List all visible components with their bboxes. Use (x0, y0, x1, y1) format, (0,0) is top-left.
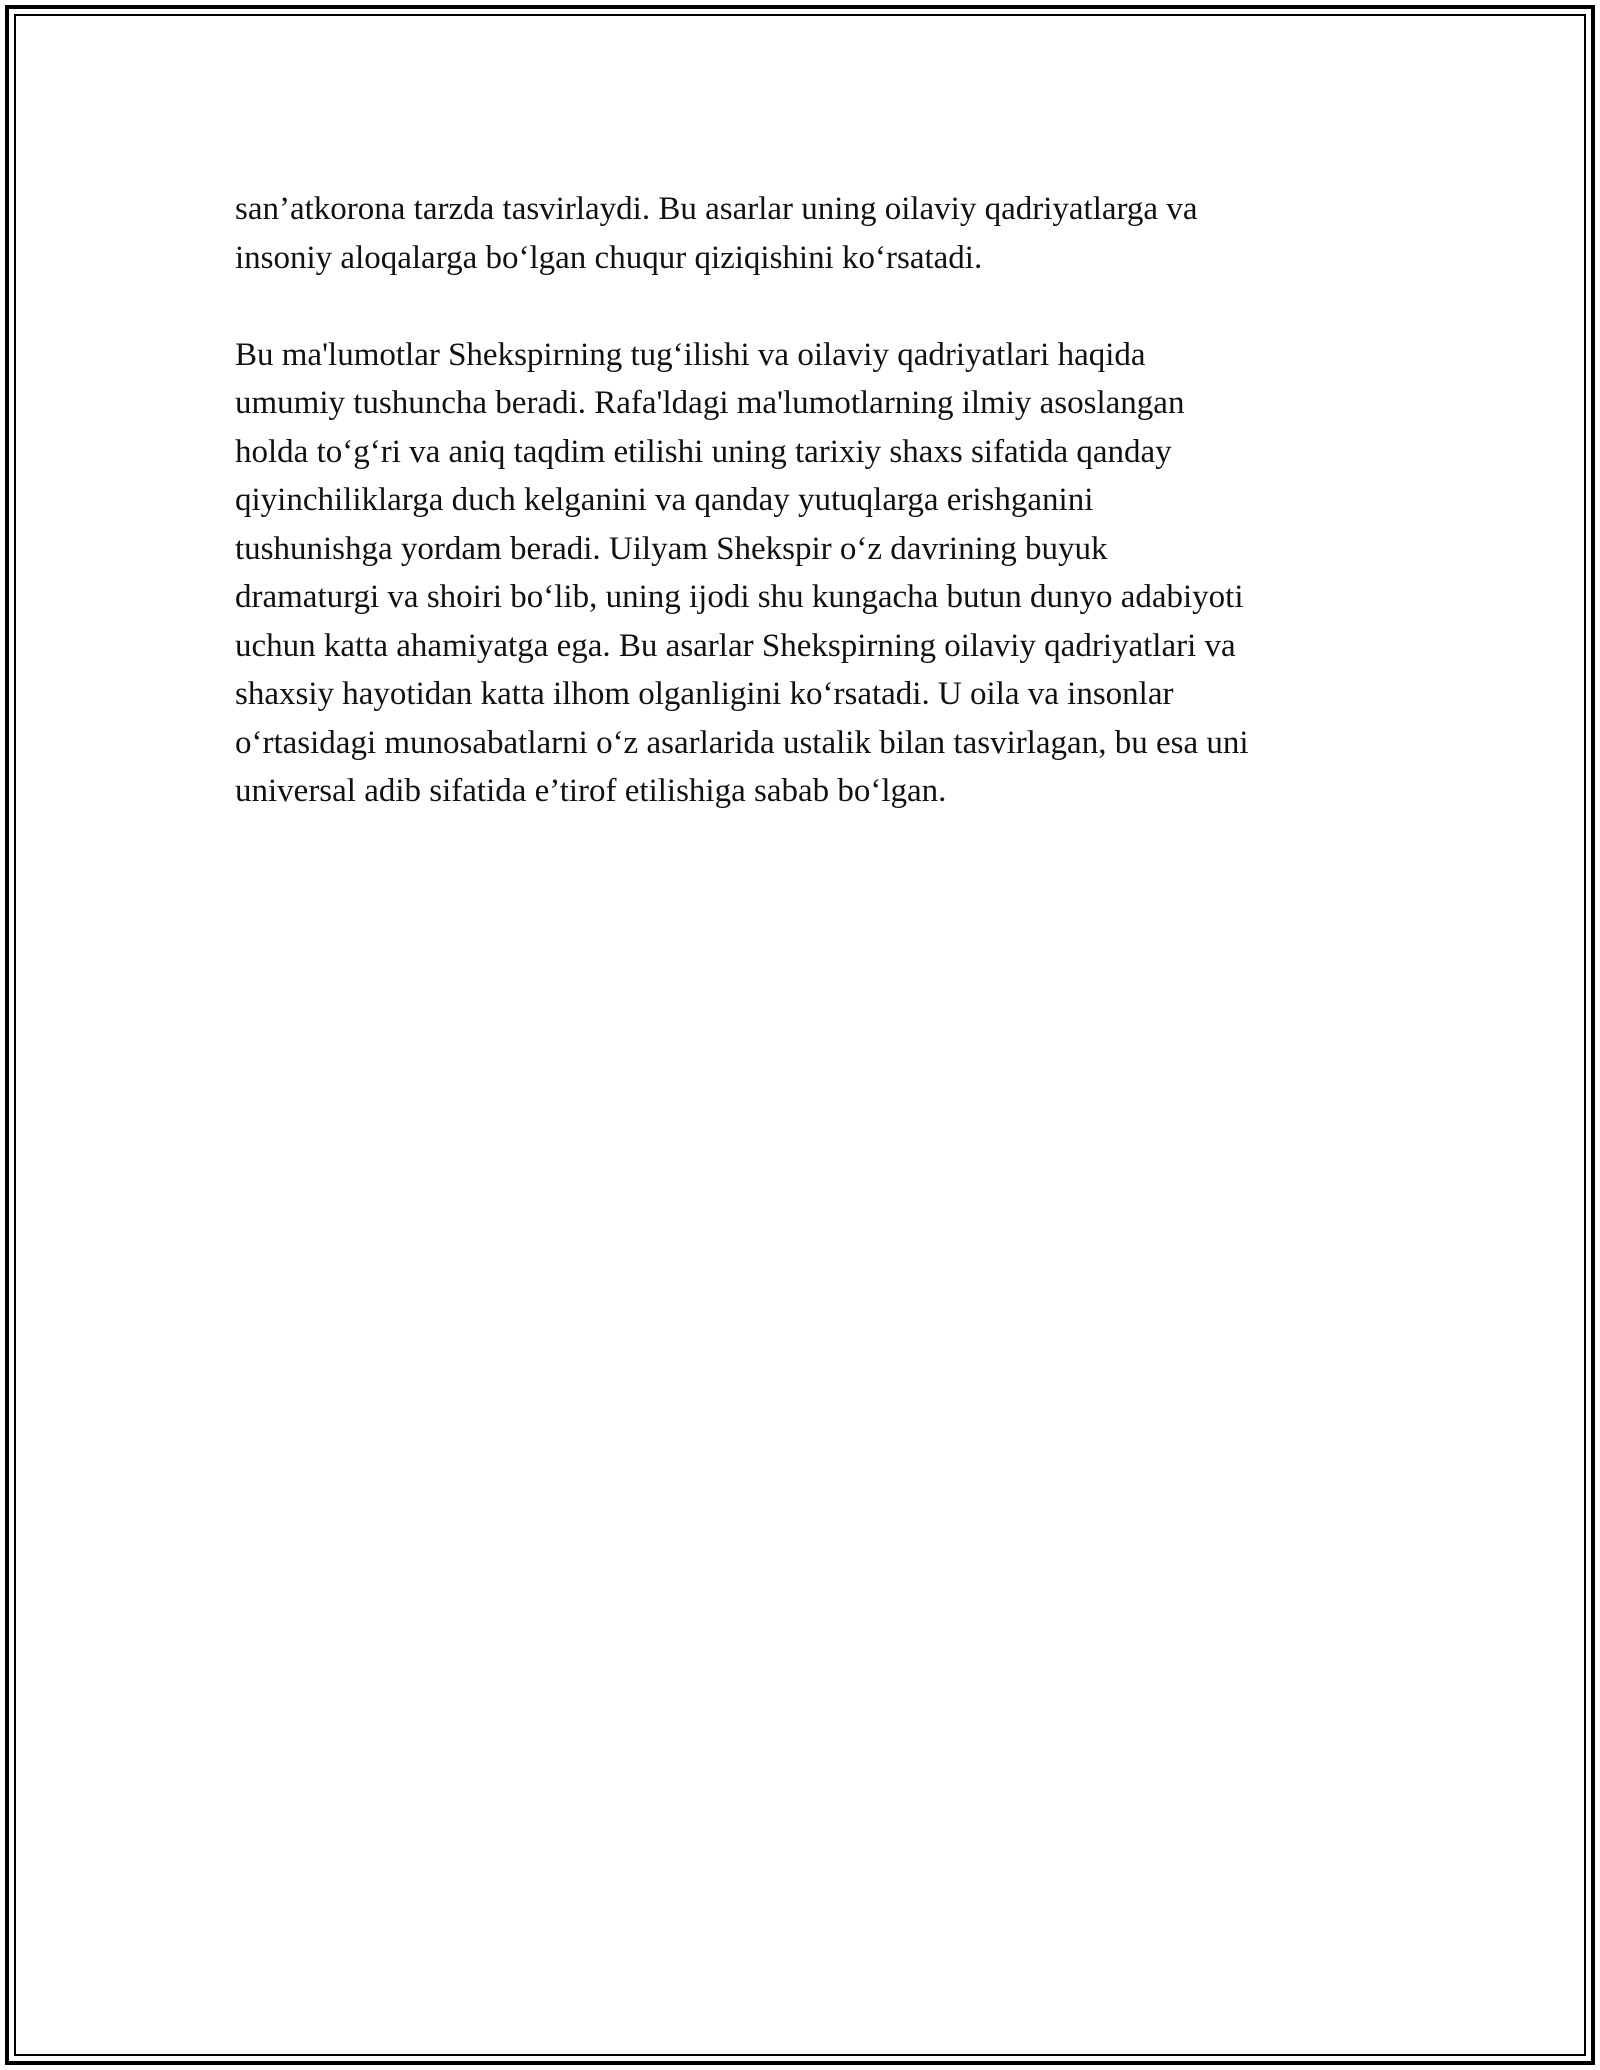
text-line: dramaturgi va shoiri bo‘lib, uning ijodi shu kungacha butun dunyo adabiyoti (235, 579, 1244, 615)
text-line: holda to‘g‘ri va aniq taqdim etilishi uning tarixiy shaxs sifatida qanday (235, 433, 1172, 470)
text-line: umumiy tushuncha beradi. Rafa'ldagi ma'lumotlarning ilmiy asoslangan (235, 385, 1185, 421)
paragraph-2 (235, 331, 1370, 816)
text-line: shaxsiy hayotidan katta ilhom olganligini ko‘rsatadi. U oila va insonlar (235, 676, 1174, 712)
document-body (235, 185, 1370, 816)
text-line: o‘rtasidagi munosabatlarni o‘z asarlarida ustalik bilan tasvirlagan, bu esa uni (235, 724, 1249, 761)
text-line: san’atkorona tarzda tasvirlaydi. Bu asarlar uning oilaviy qadriyatlarga va (235, 191, 1198, 227)
text-line: tushunishga yordam beradi. Uilyam Shekspir o‘z davrining buyuk (235, 530, 1108, 567)
text-line: Bu ma'lumotlar Shekspirning tug‘ilishi va oilaviy qadriyatlari haqida (235, 336, 1146, 373)
paragraph-1 (235, 185, 1370, 282)
text-line: qiyinchiliklarga duch kelganini va qanday yutuqlarga erishganini (235, 482, 1094, 518)
text-line: insoniy aloqalarga bo‘lgan chuqur qiziqishini ko‘rsatadi. (235, 239, 983, 276)
text-line: uchun katta ahamiyatga ega. Bu asarlar Shekspirning oilaviy qadriyatlari va (235, 627, 1236, 664)
text-line: universal adib sifatida e’tirof etilishiga sabab bo‘lgan. (235, 773, 947, 809)
